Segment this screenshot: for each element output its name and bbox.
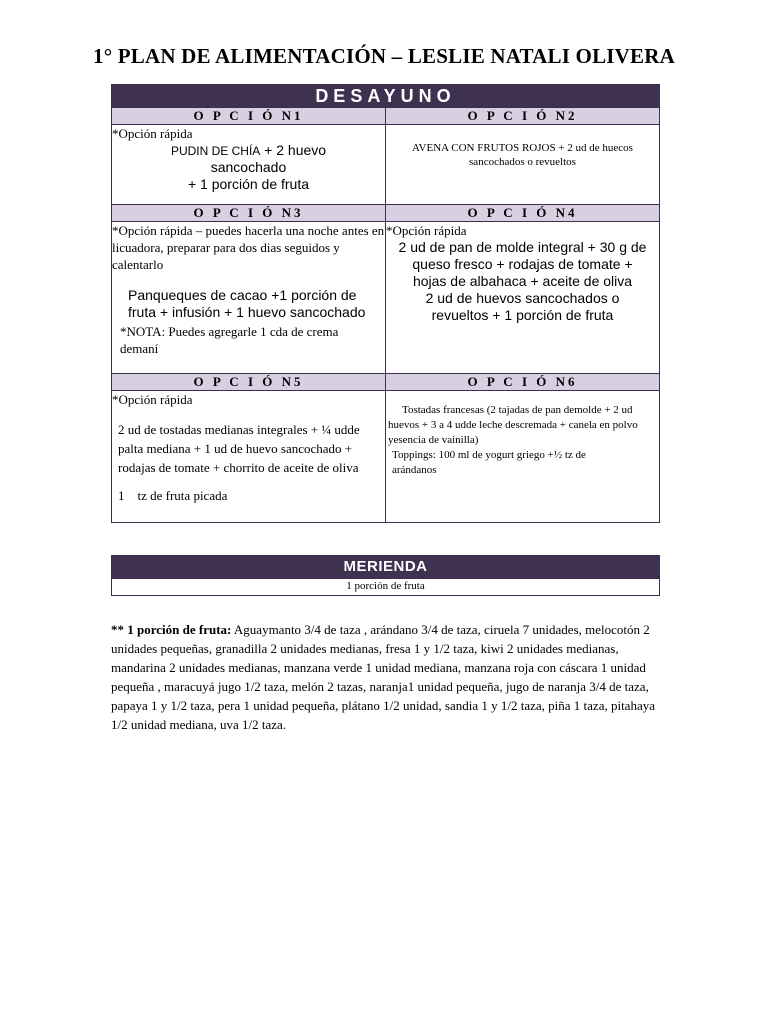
option-6-cell xyxy=(386,391,660,523)
fruit-portion-note xyxy=(111,620,660,734)
option-6-label: O P C I Ó N6 xyxy=(386,374,660,391)
fruit-note-text: Aguaymanto 3/4 de taza , arándano 3/4 de taza, ciruela 7 unidades, melocotón 2 unidades pequeñas, granadilla 2 unidades medianas, fresa 1 y 1/2 taza, kiwi 2 unidades medianas, mandarina 2 unidades medianas, manzana verde 1 unidad mediana, manzana roja con cáscara 1 unidad pequeña , maracuyá jugo 1/2 taza, melón 2 tazas, naranja1 unidad pequeña, jugo de naranja 3/4 de taza, papaya 1 y 1/2 taza, pera 1 unidad pequeña, plátano 1/2 unidad, sandia 1 y 1/2 taza, piña 1 taza, pitahaya 1/2 unidad mediana, uva 1/2 taza. xyxy=(111,622,655,732)
option-4-main: 2 ud de pan de molde integral + 30 g de queso fresco + rodajas de tomate + hojas de albahaca + aceite de oliva xyxy=(398,239,647,289)
merienda-table xyxy=(111,555,660,596)
merienda-content: 1 porción de fruta xyxy=(112,579,660,596)
option-5-extra: 1 tz de fruta picada xyxy=(118,488,228,503)
desayuno-table xyxy=(111,84,660,523)
option-6-toppings: Toppings: 100 ml de yogurt griego +½ tz de arándanos xyxy=(392,449,586,476)
option-3-main: Panqueques de cacao +1 porción de fruta + infusión + 1 huevo sancochado xyxy=(128,287,366,320)
option-4-label: O P C I Ó N4 xyxy=(386,205,660,222)
page-title: 1° PLAN DE ALIMENTACIÓN – LESLIE NATALI OLIVERA xyxy=(93,44,675,68)
option-3-tag: *Opción rápida – puedes hacerla una noche antes en licuadora, preparar para dos dias seguidos y calentarlo xyxy=(112,223,385,272)
option-5-main: 2 ud de tostadas medianas integrales + ¼ udde palta mediana + 1 ud de huevo sancochado + rodajas de tomate + chorrito de aceite de oliva xyxy=(118,422,360,475)
option-5-tag: *Opción rápida xyxy=(112,392,193,407)
fruit-note-prefix: ** 1 porción de fruta: xyxy=(111,622,232,637)
option-4-tag: *Opción rápida xyxy=(386,223,467,238)
option-2-text: AVENA CON FRUTOS ROJOS + 2 ud de huecos sancochados o revueltos xyxy=(412,142,633,168)
option-1-line2: sancochado xyxy=(210,159,287,175)
option-3-cell xyxy=(112,222,386,374)
option-5-label: O P C I Ó N5 xyxy=(112,374,386,391)
option-1-line3: + 1 porción de fruta xyxy=(187,176,310,192)
desayuno-header: DESAYUNO xyxy=(112,85,660,108)
option-5-cell xyxy=(112,391,386,523)
option-1-label: O P C I Ó N1 xyxy=(112,108,386,125)
option-1-line1b: + 2 huevo xyxy=(260,142,327,158)
option-1-tag: *Opción rápida xyxy=(112,126,193,141)
option-3-note: *NOTA: Puedes agregarle 1 cda de crema demaní xyxy=(120,324,339,356)
option-6-main: Tostadas francesas (2 tajadas de pan demolde + 2 ud huevos + 3 a 4 udde leche descremada + canela en polvo yesencia de vainilla) xyxy=(388,404,638,446)
option-2-cell xyxy=(386,125,660,205)
option-1-cell xyxy=(112,125,386,205)
merienda-header: MERIENDA xyxy=(112,556,660,579)
option-2-label: O P C I Ó N2 xyxy=(386,108,660,125)
option-3-label: O P C I Ó N3 xyxy=(112,205,386,222)
option-4-cell xyxy=(386,222,660,374)
option-4-main2: 2 ud de huevos sancochados o revueltos + 1 porción de fruta xyxy=(425,290,620,323)
option-1-line1: PUDIN DE CHÍA xyxy=(170,144,261,158)
